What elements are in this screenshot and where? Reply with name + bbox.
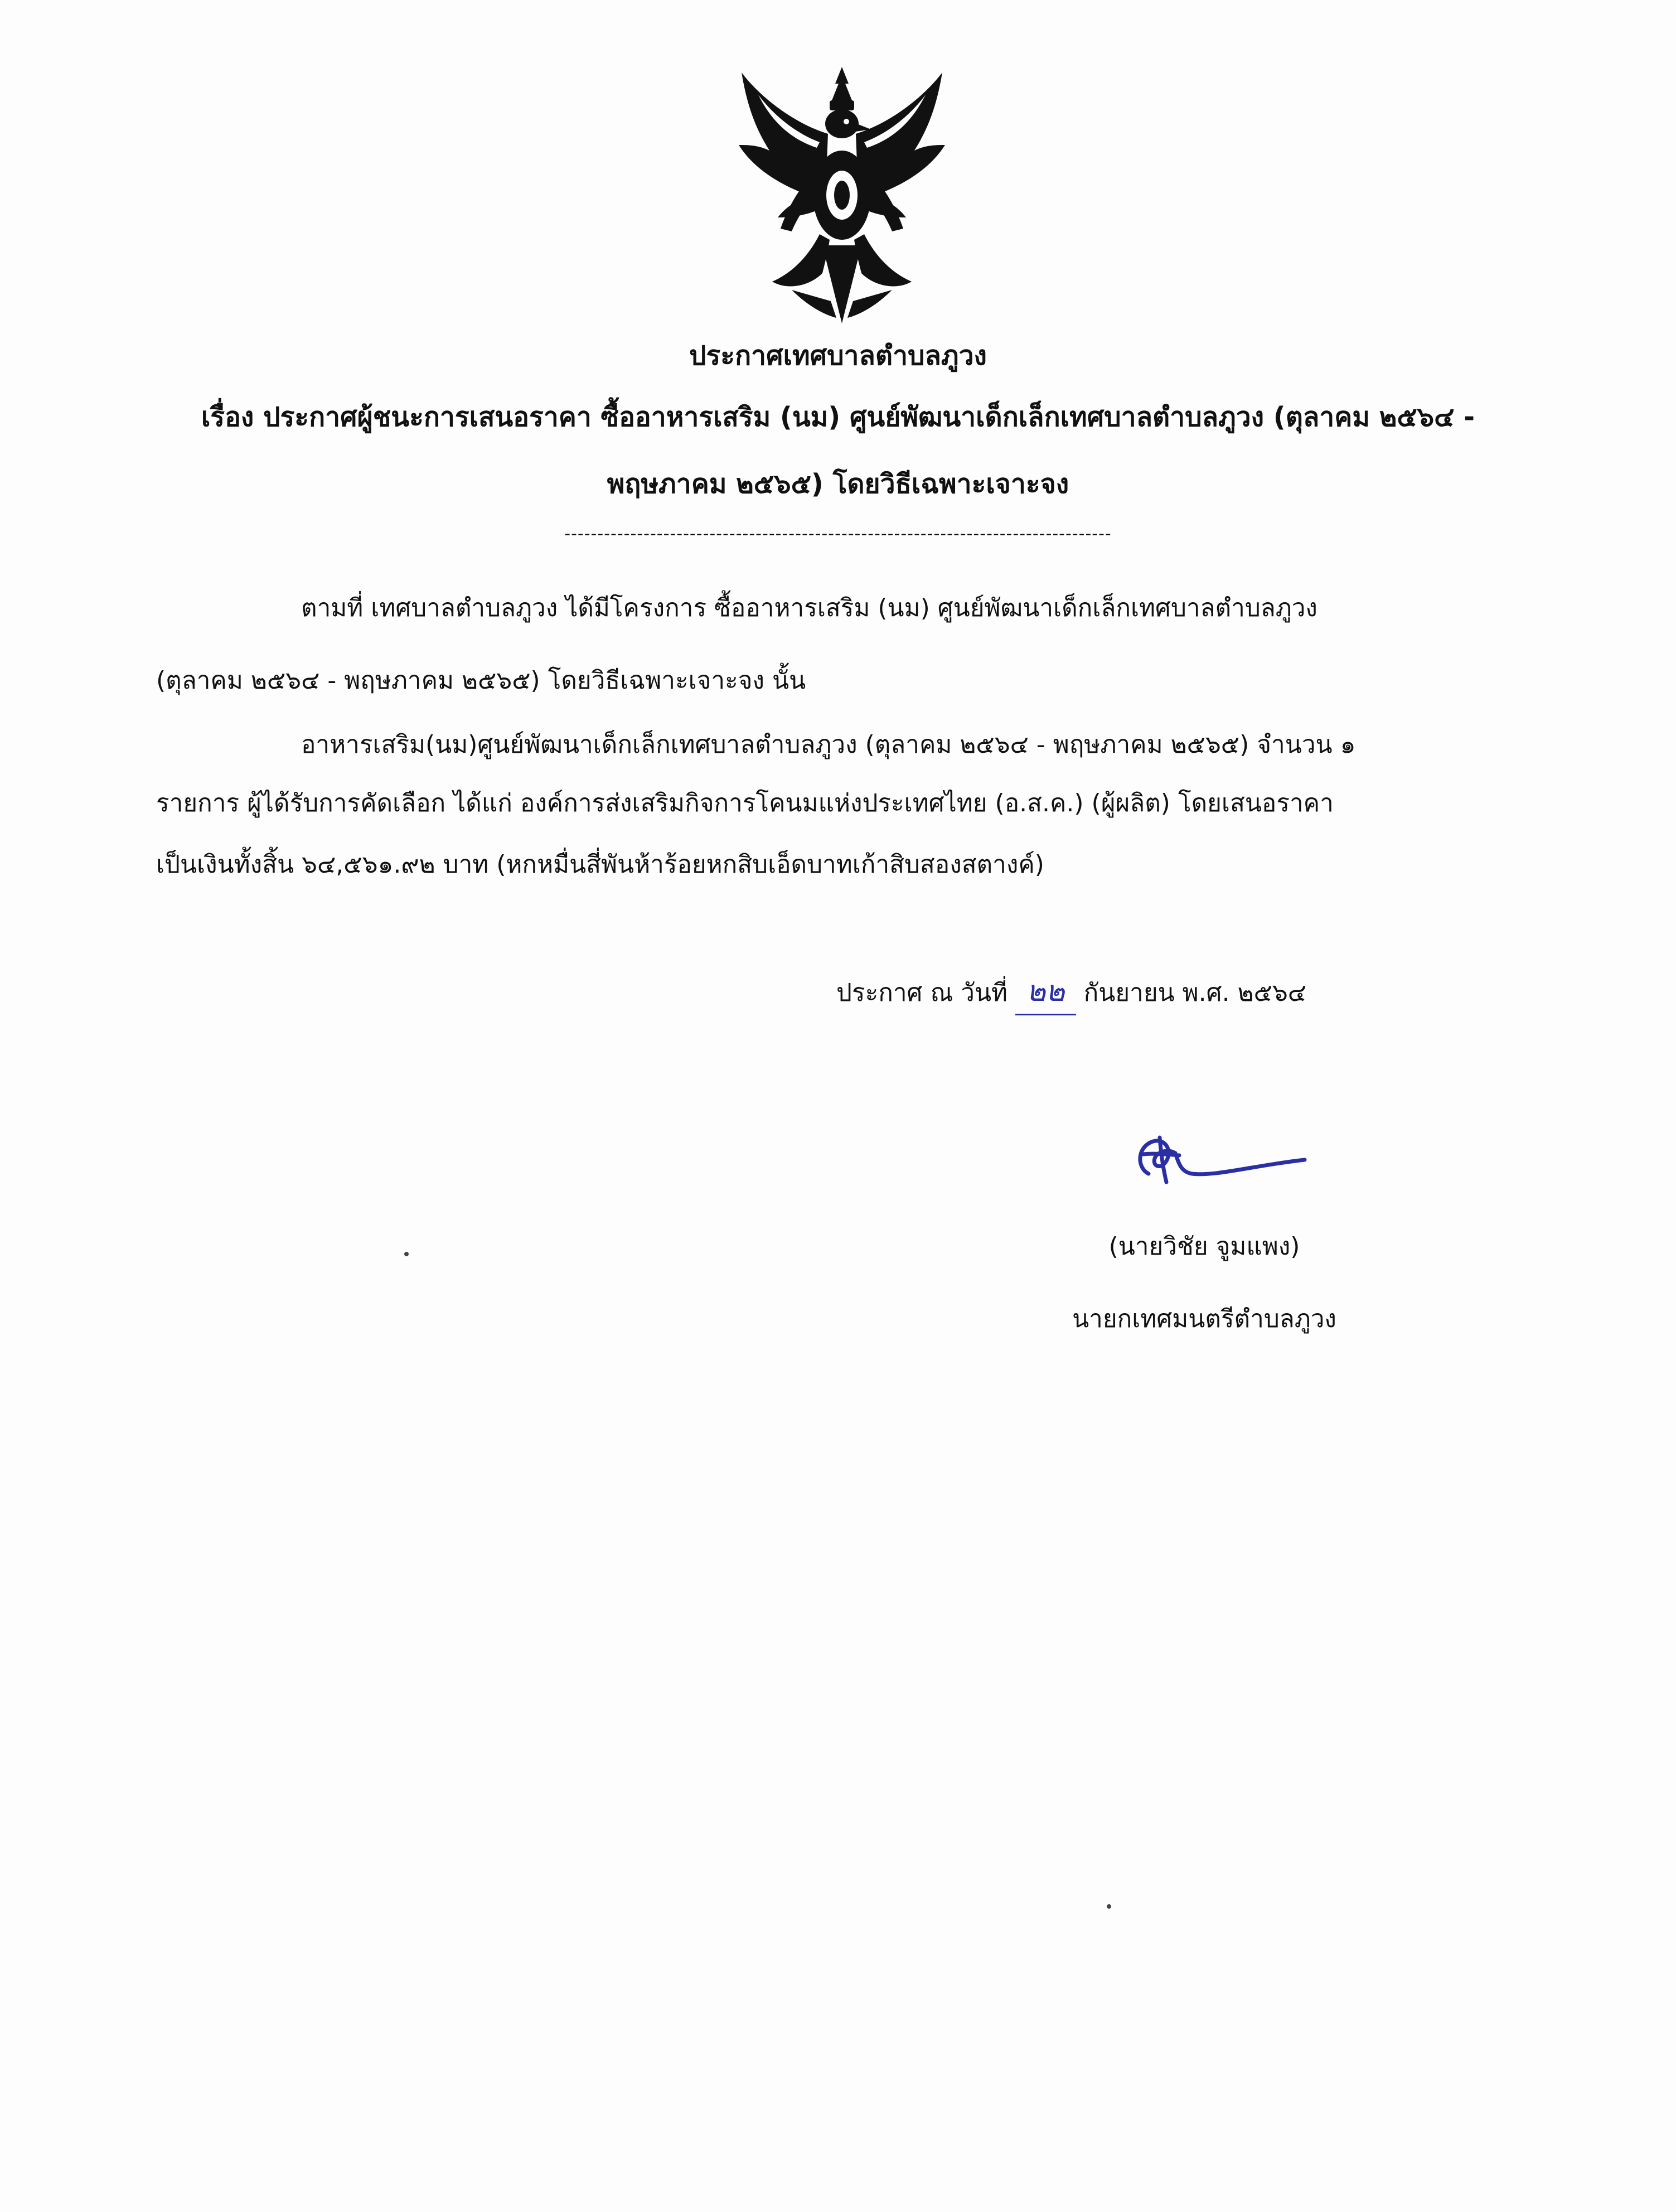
paragraph-1-line-1: ตามที่ เทศบาลตำบลภูวง ได้มีโครงการ ซื้ออาหารเสริม (นม) ศูนย์พัฒนาเด็กเล็กเทศบาลตำบลภูวง bbox=[301, 594, 1317, 622]
date-day-handwritten: ๒๒ bbox=[1015, 967, 1076, 1015]
paragraph-2-line-3: เป็นเงินทั้งสิ้น ๖๔,๕๖๑.๙๒ บาท (หกหมื่นสี่พันห้าร้อยหกสิบเอ็ดบาทเก้าสิบสองสตางค์) bbox=[156, 850, 1044, 879]
signatory-name: (นายวิชัย จูมแพง) bbox=[1108, 1232, 1300, 1261]
scan-speck bbox=[404, 1252, 409, 1256]
subject-line-1: เรื่อง ประกาศผู้ชนะการเสนอราคา ซื้ออาหารเสริม (นม) ศูนย์พัฒนาเด็กเล็กเทศบาลตำบลภูวง (ตุลาคม ๒๕๖๔ - bbox=[201, 401, 1475, 433]
handwritten-signature bbox=[1126, 1121, 1316, 1193]
announcement-title: ประกาศเทศบาลตำบลภูวง bbox=[689, 340, 987, 371]
paragraph-2-line-1: อาหารเสริม(นม)ศูนย์พัฒนาเด็กเล็กเทศบาลตำบลภูวง (ตุลาคม ๒๕๖๔ - พฤษภาคม ๒๕๖๕) จำนวน ๑ bbox=[301, 730, 1356, 759]
subject-line-2: พฤษภาคม ๒๕๖๕) โดยวิธีเฉพาะเจาะจง bbox=[607, 468, 1069, 500]
paragraph-2-line-2: รายการ ผู้ได้รับการคัดเลือก ได้แก่ องค์การส่งเสริมกิจการโคนมแห่งประเทศไทย (อ.ส.ค.) (ผู้ผลิต) โดยเสนอราคา bbox=[156, 789, 1334, 817]
date-suffix: กันยายน พ.ศ. ๒๕๖๔ bbox=[1083, 979, 1307, 1007]
garuda-emblem-icon bbox=[725, 61, 959, 329]
signatory-position: นายกเทศมนตรีตำบลภูวง bbox=[1072, 1305, 1336, 1333]
scan-speck bbox=[1107, 1904, 1111, 1909]
paragraph-1-line-2: (ตุลาคม ๒๕๖๔ - พฤษภาคม ๒๕๖๕) โดยวิธีเฉพาะเจาะจง นั้น bbox=[156, 666, 806, 695]
announcement-date bbox=[836, 967, 1306, 1015]
divider: ----------------------------------------------------------------------------------- bbox=[564, 524, 1112, 544]
date-prefix: ประกาศ ณ วันที่ bbox=[836, 979, 1008, 1007]
